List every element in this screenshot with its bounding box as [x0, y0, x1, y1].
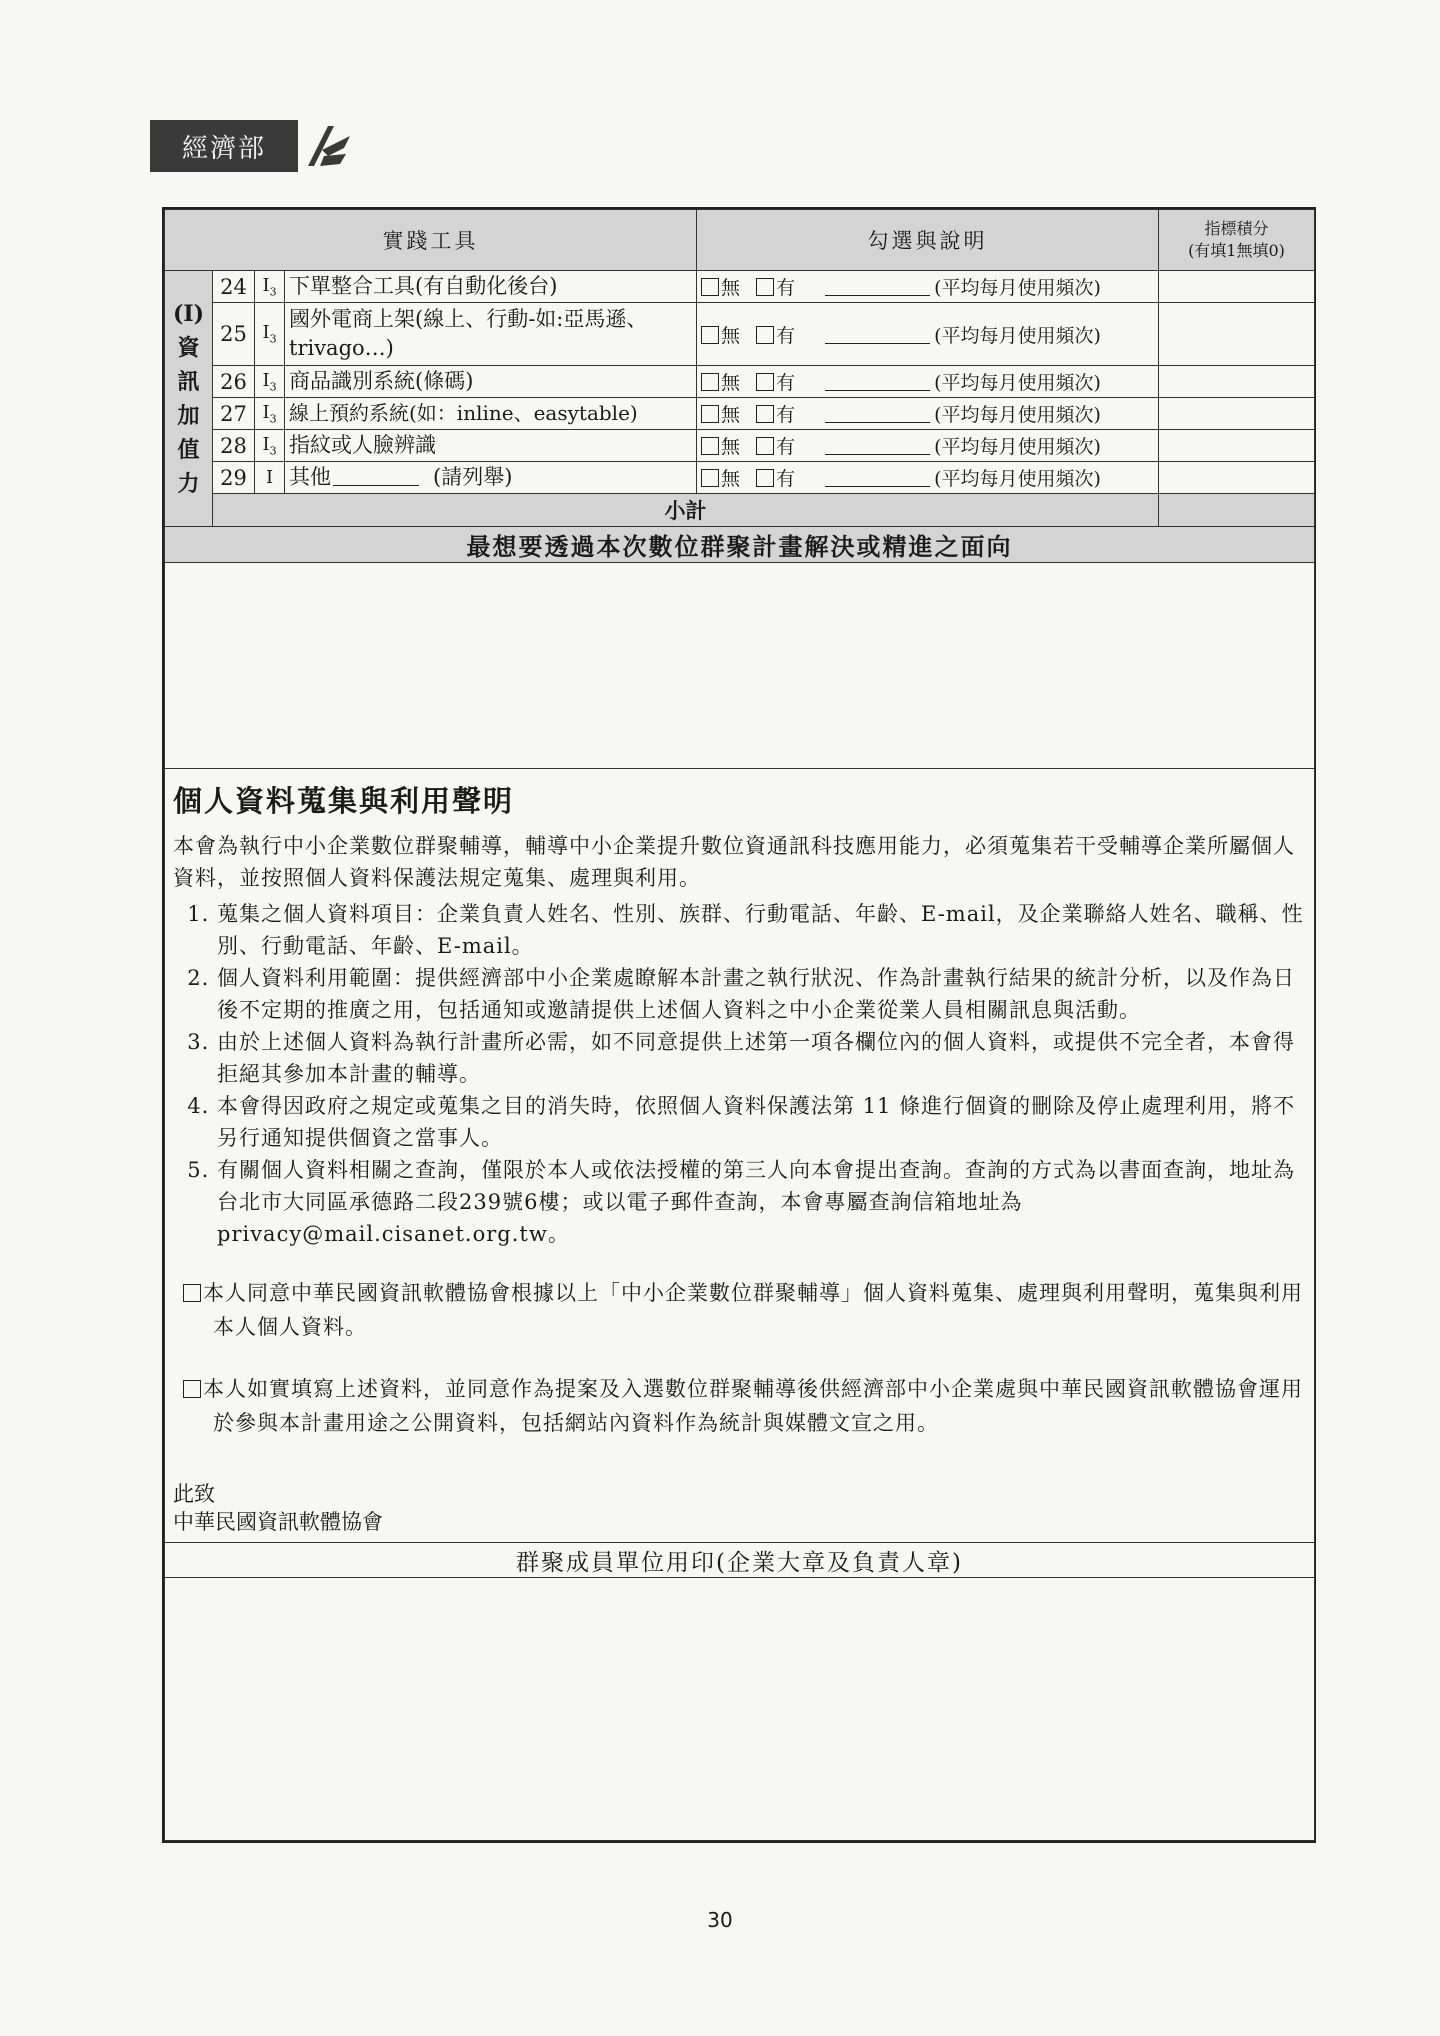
subtotal-score[interactable] — [1159, 494, 1315, 527]
score-cell[interactable] — [1159, 366, 1315, 398]
label-none: 無 — [721, 436, 741, 458]
label-have: 有 — [776, 372, 796, 394]
header-check: 勾選與說明 — [697, 210, 1159, 271]
row-item: 指紋或人臉辨識 — [285, 430, 697, 462]
privacy-title: 個人資料蒐集與利用聲明 — [173, 784, 515, 818]
checkbox-none[interactable] — [701, 373, 719, 391]
row-options — [697, 303, 1159, 366]
label-have: 有 — [776, 277, 796, 299]
application-form — [162, 207, 1316, 1843]
privacy-item: 4. 本會得因政府之規定或蒐集之目的消失時，依照個人資料保護法第 11 條進行個資的刪除及停止處理利用，將不另行通知提供個資之當事人。 — [217, 1090, 1304, 1154]
row-number: 28 — [213, 430, 255, 462]
table-row — [165, 271, 1315, 303]
label-have: 有 — [776, 404, 796, 426]
consent-1 — [183, 1276, 1304, 1344]
score-cell[interactable] — [1159, 303, 1315, 366]
label-have: 有 — [776, 436, 796, 458]
subtotal-row — [165, 494, 1315, 527]
closing-line1: 此致 — [173, 1482, 215, 1506]
checkbox-none[interactable] — [701, 405, 719, 423]
label-none: 無 — [721, 404, 741, 426]
privacy-list — [173, 898, 1304, 1250]
consent-1-text: 本人同意中華民國資訊軟體協會根據以上「中小企業數位群聚輔導」個人資料蒐集、處理與利用聲明，蒐集與利用本人個人資料。 — [203, 1281, 1303, 1339]
label-none: 無 — [721, 277, 741, 299]
row-item: 線上預約系統(如：inline、easytable) — [285, 398, 697, 430]
subtotal-label: 小計 — [213, 494, 1159, 527]
category-char: 力 — [177, 470, 200, 497]
tool-table — [164, 209, 1315, 1841]
frequency-field[interactable] — [825, 404, 930, 423]
row-code: $I_3$ — [255, 366, 285, 398]
logo-mark-icon — [298, 120, 358, 172]
row-number: 27 — [213, 398, 255, 430]
checkbox-have[interactable] — [756, 437, 774, 455]
privacy-item5-text: 有關個人資料相關之查詢，僅限於本人或依法授權的第三人向本會提出查詢。查詢的方式為以書面查詢，地址為台北市大同區承德路二段239號6樓；或以電子郵件查詢，本會專屬查詢信箱地址為 — [217, 1158, 1295, 1214]
frequency-field[interactable] — [825, 468, 930, 487]
other-prefix: 其他 — [289, 465, 331, 489]
privacy-item: 2. 個人資料利用範圍：提供經濟部中小企業處瞭解本計畫之執行狀況、作為計畫執行結果的統計分析，以及作為日後不定期的推廣之用，包括通知或邀請提供上述個人資料之中小企業從業人員相關訊息與活動。 — [217, 962, 1304, 1026]
improvement-title: 最想要透過本次數位群聚計畫解決或精進之面向 — [165, 527, 1315, 563]
header-score — [1159, 210, 1315, 271]
privacy-email-link[interactable]: privacy@mail.cisanet.org.tw — [217, 1222, 548, 1246]
row-code: I — [255, 462, 285, 494]
score-cell[interactable] — [1159, 398, 1315, 430]
row-code: $I_3$ — [255, 430, 285, 462]
category-char: 資 — [177, 334, 200, 361]
privacy-item — [217, 1154, 1304, 1250]
label-have: 有 — [776, 468, 796, 490]
frequency-note: (平均每月使用頻次) — [934, 324, 1101, 347]
header-score-line2: (有填1無填0) — [1188, 241, 1285, 260]
header-tool: 實踐工具 — [165, 210, 697, 271]
row-number: 29 — [213, 462, 255, 494]
row-options — [697, 366, 1159, 398]
checkbox-have[interactable] — [756, 373, 774, 391]
table-row — [165, 430, 1315, 462]
table-row — [165, 303, 1315, 366]
consent-2-checkbox[interactable] — [183, 1380, 201, 1398]
table-row — [165, 398, 1315, 430]
checkbox-have[interactable] — [756, 469, 774, 487]
row-code: $I_3$ — [255, 271, 285, 303]
row-options — [697, 398, 1159, 430]
row-options — [697, 271, 1159, 303]
row-item-other — [285, 462, 697, 494]
table-row — [165, 366, 1315, 398]
frequency-field[interactable] — [825, 372, 930, 391]
label-none: 無 — [721, 372, 741, 394]
category-char: 值 — [177, 436, 200, 463]
seal-area[interactable] — [165, 1578, 1315, 1841]
row-code: $I_3$ — [255, 398, 285, 430]
privacy-item: 1. 蒐集之個人資料項目：企業負責人姓名、性別、族群、行動電話、年齡、E-mail，及企業聯絡人姓名、職稱、性別、行動電話、年齡、E-mail。 — [217, 898, 1304, 962]
label-have: 有 — [776, 324, 796, 347]
page-number: 30 — [707, 1908, 733, 1932]
table-row — [165, 462, 1315, 494]
logo-text: 經濟部 — [150, 120, 298, 172]
privacy-intro: 本會為執行中小企業數位群聚輔導，輔導中小企業提升數位資通訊科技應用能力，必須蒐集若干受輔導企業所屬個人資料，並按照個人資料保護法規定蒐集、處理與利用。 — [173, 834, 1295, 890]
category-label — [165, 271, 213, 527]
checkbox-none[interactable] — [701, 326, 719, 344]
category-char: 加 — [177, 402, 200, 429]
checkbox-none[interactable] — [701, 469, 719, 487]
checkbox-have[interactable] — [756, 405, 774, 423]
label-none: 無 — [721, 324, 741, 347]
consent-1-checkbox[interactable] — [183, 1284, 201, 1302]
other-field[interactable] — [333, 467, 419, 486]
row-number: 25 — [213, 303, 255, 366]
consent-2-text: 本人如實填寫上述資料，並同意作為提案及入選數位群聚輔導後供經濟部中小企業處與中華民國資訊軟體協會運用於參與本計畫用途之公開資料，包括網站內資料作為統計與媒體文宣之用。 — [203, 1377, 1303, 1435]
frequency-note: (平均每月使用頻次) — [934, 468, 1101, 490]
other-suffix: (請列舉) — [433, 465, 513, 489]
checkbox-have[interactable] — [756, 278, 774, 296]
checkbox-none[interactable] — [701, 278, 719, 296]
consent-2 — [183, 1372, 1304, 1440]
category-code: (I) — [172, 300, 205, 327]
closing-line2: 中華民國資訊軟體協會 — [173, 1510, 383, 1534]
score-cell[interactable] — [1159, 430, 1315, 462]
row-item: 商品識別系統(條碼) — [285, 366, 697, 398]
privacy-item5-end: 。 — [547, 1222, 570, 1246]
frequency-note: (平均每月使用頻次) — [934, 372, 1101, 394]
checkbox-none[interactable] — [701, 437, 719, 455]
row-options — [697, 430, 1159, 462]
score-cell[interactable] — [1159, 462, 1315, 494]
row-code: $I_3$ — [255, 303, 285, 366]
frequency-note: (平均每月使用頻次) — [934, 277, 1101, 299]
category-char: 訊 — [177, 368, 200, 395]
label-none: 無 — [721, 468, 741, 490]
score-cell[interactable] — [1159, 271, 1315, 303]
header-score-line1: 指標積分 — [1204, 219, 1269, 238]
frequency-note: (平均每月使用頻次) — [934, 404, 1101, 426]
frequency-field[interactable] — [825, 436, 930, 455]
checkbox-have[interactable] — [756, 326, 774, 344]
frequency-field[interactable] — [825, 277, 930, 296]
privacy-item: 3. 由於上述個人資料為執行計畫所必需，如不同意提供上述第一項各欄位內的個人資料，或提供不完全者，本會得拒絕其參加本計畫的輔導。 — [217, 1026, 1304, 1090]
row-item: 國外電商上架(線上、行動-如:亞馬遜、trivago…) — [285, 303, 697, 366]
row-number: 24 — [213, 271, 255, 303]
row-number: 26 — [213, 366, 255, 398]
closing — [173, 1480, 1304, 1536]
seal-title: 群聚成員單位用印(企業大章及負責人章) — [165, 1543, 1315, 1578]
frequency-field[interactable] — [825, 325, 930, 344]
improvement-answer-area[interactable] — [165, 563, 1315, 769]
row-options — [697, 462, 1159, 494]
privacy-statement — [165, 769, 1315, 1543]
row-item: 下單整合工具(有自動化後台) — [285, 271, 697, 303]
ministry-logo — [150, 120, 358, 172]
frequency-note: (平均每月使用頻次) — [934, 436, 1101, 458]
